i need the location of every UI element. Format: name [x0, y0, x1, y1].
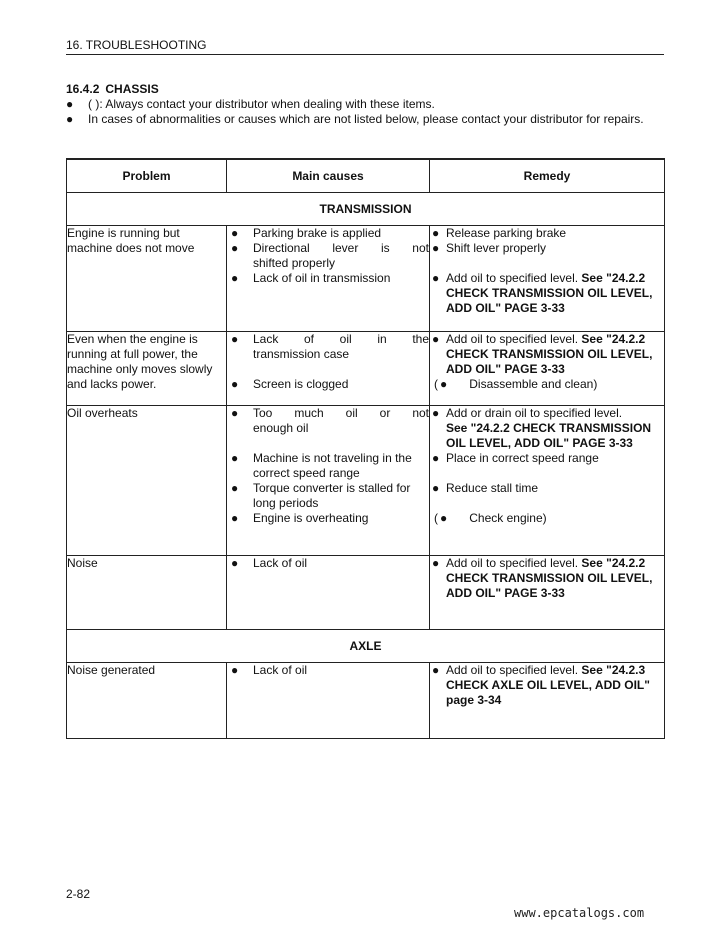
table-row [67, 332, 665, 406]
section-row-transmission [67, 193, 665, 226]
page-number: 2-82 [66, 887, 91, 901]
problem-cell: Even when the engine is running at full power, the machine only moves slowly and lacks power. [67, 332, 227, 406]
cause-item: ● Lack of oil in transmission [231, 271, 391, 285]
remedy-item: ● Shift lever properly [432, 241, 547, 255]
bullet-icon: ● [66, 97, 74, 111]
cause-item: ● Lack of oil [231, 663, 308, 677]
section-number: 16.4.2 [66, 82, 100, 96]
table-row [67, 663, 665, 739]
bullet-icon: ● [432, 663, 440, 677]
bullet-icon: ● [432, 451, 440, 465]
bullet-icon: ● [432, 481, 440, 495]
cause-item: ● Lack of oil [231, 556, 308, 570]
bullet-icon: ● [432, 241, 440, 255]
bullet-icon: ● [432, 226, 440, 240]
bullet-icon: ● [231, 332, 239, 346]
bullet-icon: ● [231, 241, 239, 255]
bullet-icon: ● [231, 406, 239, 420]
header-causes: Main causes [227, 159, 430, 193]
remedy-cell [430, 663, 665, 739]
causes-cell [227, 226, 430, 332]
intro-note: ● In cases of abnormalities or causes which are not listed below, please contact your distributor for repairs. [66, 112, 644, 126]
remedy-item: ( ● Check engine) [434, 511, 547, 525]
bullet-icon: ● [231, 556, 239, 570]
causes-cell [227, 663, 430, 739]
remedy-item: ● Release parking brake [432, 226, 567, 240]
section-row-axle [67, 630, 665, 663]
causes-cell [227, 406, 430, 556]
cause-item: ● Directional lever is not shifted properly [231, 241, 429, 270]
bullet-icon: ● [231, 481, 239, 495]
remedy-item: ● Add oil to specified level. See "24.2.2 CHECK TRANSMISSION OIL LEVEL, ADD OIL" PAGE 3-33 [432, 332, 653, 376]
remedy-item: ● Add oil to specified level. See "24.2.2 CHECK TRANSMISSION OIL LEVEL, ADD OIL" PAGE 3-33 [432, 556, 653, 600]
causes-cell [227, 556, 430, 630]
remedy-item: ● Add oil to specified level. See "24.2.2 CHECK TRANSMISSION OIL LEVEL, ADD OIL" PAGE 3-33 [432, 271, 653, 315]
section-label: AXLE [67, 630, 665, 663]
header-title: 16. TROUBLESHOOTING [66, 38, 207, 52]
bullet-icon: ● [440, 511, 448, 525]
bullet-icon: ● [432, 406, 440, 420]
remedy-item: ( ● Disassemble and clean) [434, 377, 598, 391]
remedy-item: ● Place in correct speed range [432, 451, 599, 465]
bullet-icon: ● [231, 226, 239, 240]
remedy-item: ● Add or drain oil to specified level. See "24.2.2 CHECK TRANSMISSION OIL LEVEL, ADD OIL" PAGE 3-33 [432, 406, 652, 450]
remedy-cell [430, 406, 665, 556]
cause-item: ● Machine is not traveling in the correct speed range [231, 451, 412, 480]
cause-item: ● Lack of oil in the transmission case [231, 332, 429, 361]
bullet-icon: ● [231, 511, 239, 525]
header-problem: Problem [67, 159, 227, 193]
problem-cell: Engine is running but machine does not move [67, 226, 227, 332]
header-remedy: Remedy [430, 159, 665, 193]
problem-cell: Oil overheats [67, 406, 227, 556]
section-heading [66, 82, 159, 96]
cause-item: ● Parking brake is applied [231, 226, 382, 240]
table-row [67, 226, 665, 332]
bullet-icon: ● [440, 377, 448, 391]
bullet-icon: ● [66, 112, 74, 126]
bullet-icon: ● [231, 451, 239, 465]
page-header [66, 38, 664, 55]
causes-cell [227, 332, 430, 406]
troubleshooting-table [66, 158, 665, 739]
remedy-item: ● Add oil to specified level. See "24.2.3 CHECK AXLE OIL LEVEL, ADD OIL" page 3-34 [432, 663, 650, 707]
section-title: CHASSIS [105, 82, 159, 96]
intro-note: ● ( ): Always contact your distributor when dealing with these items. [66, 97, 435, 111]
problem-cell: Noise [67, 556, 227, 630]
bullet-icon: ● [231, 663, 239, 677]
intro-notes [66, 97, 686, 127]
bullet-icon: ● [231, 271, 239, 285]
remedy-cell [430, 226, 665, 332]
cause-item: ● Screen is clogged [231, 377, 349, 391]
remedy-cell [430, 332, 665, 406]
bullet-icon: ● [432, 332, 440, 346]
bullet-icon: ● [432, 271, 440, 285]
watermark: www.epcatalogs.com [514, 906, 645, 920]
cause-item: ● Engine is overheating [231, 511, 369, 525]
cause-item: ● Torque converter is stalled for long periods [231, 481, 411, 510]
bullet-icon: ● [432, 556, 440, 570]
table-row [67, 556, 665, 630]
cause-item: ● Too much oil or not enough oil [231, 406, 429, 435]
problem-cell: Noise generated [67, 663, 227, 739]
remedy-item: ● Reduce stall time [432, 481, 539, 495]
section-label: TRANSMISSION [67, 193, 665, 226]
bullet-icon: ● [231, 377, 239, 391]
remedy-cell [430, 556, 665, 630]
table-row [67, 406, 665, 556]
table-header-row [67, 159, 665, 193]
